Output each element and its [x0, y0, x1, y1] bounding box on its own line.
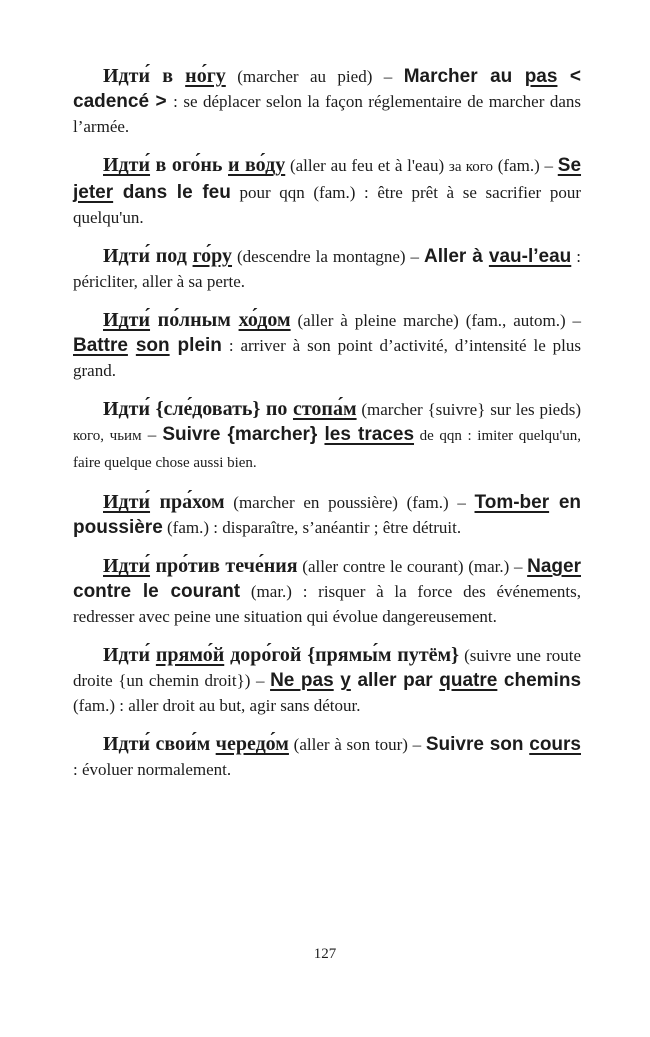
idiom-entry	[73, 64, 581, 139]
entry-segment: (mar.) : risquer à la force des événements, redresser avec peine une situation qui évolue dangereusement.	[73, 582, 581, 626]
entry-segment: quatre	[439, 670, 498, 691]
entry-segment: Идти́ свои́м	[103, 733, 216, 755]
entry-segment: Suivre son	[425, 734, 530, 755]
entry-segment: Aller à	[424, 246, 489, 267]
entry-segment: в ого́нь	[150, 154, 228, 176]
entry-segment: Идти́	[103, 491, 151, 513]
entry-segment: (descendre la montagne) –	[232, 247, 425, 266]
entry-segment: –	[141, 425, 163, 444]
idiom-entry	[73, 554, 581, 629]
entry-segment: но́гу	[185, 65, 226, 87]
entry-segment: cours	[529, 734, 581, 755]
entry-segment: Идти́ {сле́довать} по	[103, 398, 293, 420]
entry-segment: Se jeter	[73, 155, 582, 203]
entry-segment: Идти́	[103, 309, 151, 331]
entry-segment: Suivre {marcher}	[162, 424, 325, 445]
entry-segment: Marcher au	[403, 66, 525, 87]
entry-segment: кого, чьим	[73, 428, 142, 444]
idiom-entry	[73, 308, 581, 383]
entry-segment	[128, 335, 136, 356]
entry-segment: son	[135, 335, 170, 356]
entry-segment: : se déplacer selon la façon réglementaire de marcher dans l’armée.	[73, 92, 582, 136]
entry-segment: (aller à son tour) –	[288, 735, 426, 754]
entry-segment: pour qqn (fam.) : être prêt à se sacrifier pour quelqu'un.	[73, 183, 582, 227]
entry-segment: dans le feu	[113, 182, 231, 203]
entry-segment: и во́ду	[228, 154, 286, 176]
entry-segment: (marcher au pied) –	[225, 67, 404, 86]
entry-segment: : péricliter, aller à sa perte.	[73, 247, 581, 291]
entry-segment: y	[340, 670, 351, 691]
entry-segment: Идти́	[103, 154, 151, 176]
entry-segment: за кого	[448, 159, 494, 175]
entry-segment: : évoluer normalement.	[73, 760, 232, 779]
entry-segment: (aller au feu et à l'eau)	[285, 156, 449, 175]
entry-segment: пра́хом	[150, 491, 225, 513]
entry-segment: (fam.) : aller droit au but, agir sans détour.	[73, 696, 361, 715]
entry-segment: Идти́ под	[103, 245, 193, 267]
entry-segment: Идти́ в	[103, 65, 186, 87]
entry-segment: прямо́й	[155, 644, 225, 666]
idiom-entry	[73, 490, 581, 540]
entry-segment: Nager	[527, 556, 581, 577]
idiom-entry	[73, 244, 581, 294]
entry-segment: чередо́м	[215, 733, 289, 755]
entry-segment: про́тив тече́ния	[150, 555, 298, 577]
entry-segment: pas	[524, 66, 558, 87]
entry-segment: vau-l’eau	[488, 246, 572, 267]
entry-segment: хо́дом	[238, 309, 291, 331]
entry-segment: (aller contre le courant) (mar.) –	[297, 557, 528, 576]
entry-segment: (fam.) : disparaître, s’anéantir ; être détruit.	[162, 518, 462, 537]
idiom-entry	[73, 153, 581, 230]
entry-segment: Ne pas	[270, 670, 334, 691]
entry-segment: plein	[169, 335, 222, 356]
entry-segment: les traces	[324, 424, 415, 445]
dictionary-page	[73, 64, 581, 796]
entry-segment: chemins	[497, 670, 582, 691]
entry-segment: : arriver à son point d’activité, d’intensité le plus grand.	[73, 336, 581, 380]
entry-segment: Идти́	[103, 555, 151, 577]
entry-segment: (marcher en poussière) (fam.) –	[224, 493, 475, 512]
entry-segment: по́лным	[150, 309, 239, 331]
entry-segment: го́ру	[192, 245, 233, 267]
entry-segment: (suivre une route droite {un chemin droit}) –	[73, 646, 581, 690]
entry-segment: доро́гой {прямы́м путём}	[224, 644, 460, 666]
entry-segment: (aller à pleine marche) (fam., autom.) –	[290, 311, 581, 330]
entry-segment: contre le courant	[73, 581, 241, 602]
idiom-entry	[73, 397, 581, 476]
entry-segment: aller par	[350, 670, 440, 691]
entry-segment: en poussière	[73, 492, 582, 538]
entry-segment: de qqn : imiter quelqu'un, faire quelque chose aussi bien.	[73, 428, 582, 471]
entry-segment: (fam.) –	[493, 156, 558, 175]
entry-segment: Идти́	[103, 644, 156, 666]
idiom-entry	[73, 643, 581, 718]
idiom-entry	[73, 732, 581, 782]
entry-segment: стопа́м	[292, 398, 357, 420]
page-number: 127	[313, 946, 337, 962]
entry-list	[73, 64, 581, 782]
entry-segment: (marcher {suivre} sur les pieds)	[356, 400, 581, 419]
entry-segment: Battre	[73, 335, 128, 356]
entry-segment: Tom-ber	[474, 492, 550, 513]
entry-segment: < cadencé >	[73, 66, 581, 112]
